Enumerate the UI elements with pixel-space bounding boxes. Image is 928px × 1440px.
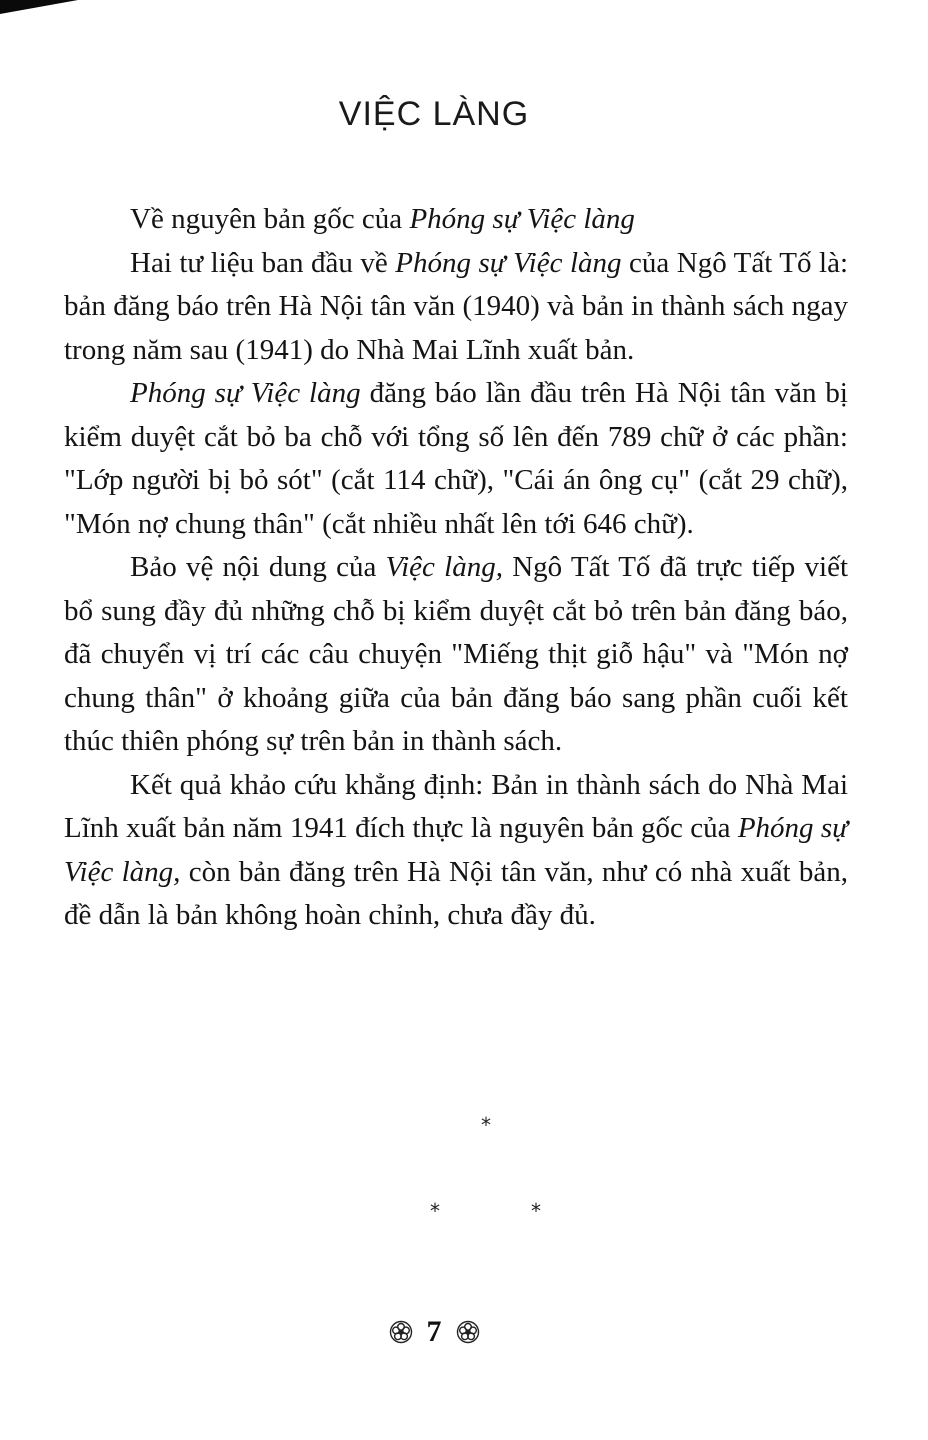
paragraph-1 — [64, 198, 848, 242]
asterisk-top: * — [481, 1113, 491, 1137]
text-segment: Ngô Tất Tố đã trực tiếp viết bổ sung đầy đủ những chỗ bị kiểm duyệt cắt bỏ trên bản đăng báo, đã chuyển vị trí các câu chuyện "Miếng thịt giỗ hậu" và "Món nợ chung thân" ở khoảng giữa của bản đăng báo sang phần cuối kết thúc thiên phóng sự trên bản in thành sách. — [64, 551, 849, 757]
paragraph-3 — [64, 372, 848, 546]
page-footer — [0, 1312, 868, 1352]
paragraph-5 — [64, 764, 848, 938]
text-segment-italic: Phóng sự Việc làng, — [64, 812, 848, 888]
paragraph-2 — [64, 242, 848, 373]
text-segment-italic: Phóng sự Việc làng — [395, 246, 622, 279]
text-segment-italic: Phóng sự Việc làng — [409, 203, 635, 235]
text-segment-italic: Việc làng, — [385, 551, 503, 583]
paragraph-4 — [64, 546, 848, 764]
asterisk-left: * — [430, 1199, 440, 1223]
asterisk-right: * — [531, 1199, 541, 1223]
text-segment-italic: Phóng sự Việc làng — [130, 377, 361, 409]
text-segment: Kết quả khảo cứu khẳng định: Bản in thành sách do Nhà Mai Lĩnh xuất bản năm 1941 đích thực là nguyên bản gốc của — [64, 768, 848, 844]
body-text — [64, 198, 848, 938]
text-segment: của Ngô Tất Tố là: bản đăng báo trên Hà Nội tân văn (1940) và bản in thành sách ngay trong năm sau (1941) do Nhà Mai Lĩnh xuất bản. — [64, 246, 849, 366]
text-segment: còn bản đăng trên Hà Nội tân văn, như có nhà xuất bản, đề dẫn là bản không hoàn chỉnh, chưa đầy đủ. — [64, 855, 848, 931]
scan-corner-mark — [0, 0, 78, 14]
text-segment: Bảo vệ nội dung của — [130, 551, 386, 583]
text-segment: Hai tư liệu ban đầu về — [130, 246, 396, 279]
flower-icon — [456, 1320, 480, 1344]
text-segment: Về nguyên bản gốc của — [130, 203, 410, 235]
page-title: VIỆC LÀNG — [338, 95, 530, 133]
page-number: 7 — [426, 1315, 442, 1348]
text-segment: đăng báo lần đầu trên Hà Nội tân văn bị kiểm duyệt cắt bỏ ba chỗ với tổng số lên đến 789 chữ ở các phần: "Lớp người bị bỏ sót" (cắt 114 chữ), "Cái án ông cụ" (cắt 29 chữ), "Món nợ chung thân" (cắt nhiều nhất lên tới 646 chữ). — [64, 377, 848, 540]
flower-icon — [389, 1320, 413, 1344]
